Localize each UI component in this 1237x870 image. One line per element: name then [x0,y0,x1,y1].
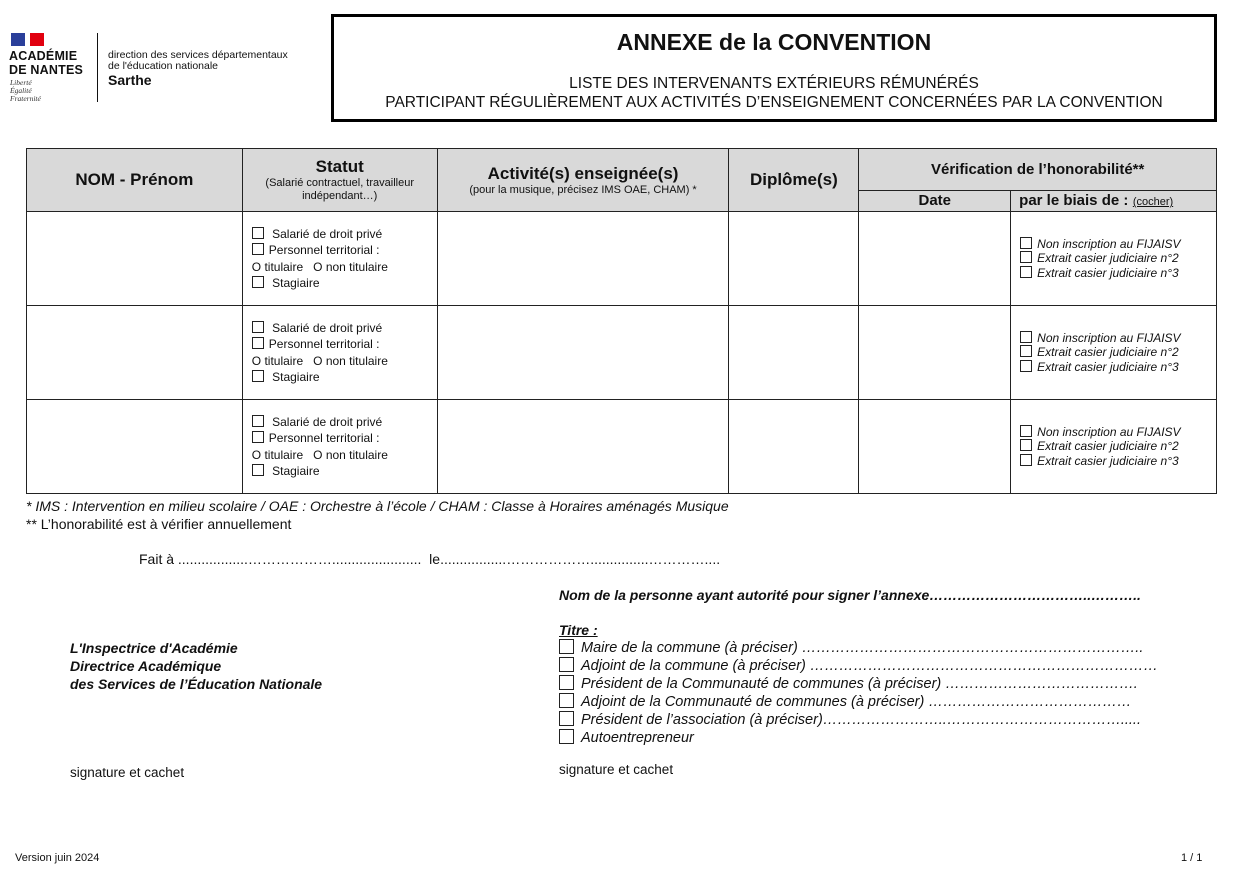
checkbox-icon[interactable] [252,227,264,239]
statut-option[interactable]: Personnel territorial : [252,242,437,259]
checkbox-icon[interactable] [252,415,264,427]
header-activite: Activité(s) enseignée(s) (pour la musique, précisez IMS OAE, CHAM) * [437,149,729,212]
checkbox-icon[interactable] [1020,251,1032,263]
checkbox-icon[interactable] [1020,439,1032,451]
logo-motto [10,79,41,103]
nom-cell[interactable] [27,306,243,400]
checkbox-icon[interactable] [559,729,574,744]
statut-option[interactable]: Salarié de droit privé [252,414,437,431]
statut-option[interactable]: Stagiaire [252,369,437,386]
le-label: le.................………………...............………….... [429,551,721,567]
verif-cell [1011,400,1217,494]
statut-option[interactable]: Salarié de droit privé [252,320,437,337]
radio-titulaire[interactable]: O titulaire [251,447,304,462]
checkbox-icon[interactable] [559,711,574,726]
statut-option[interactable]: Personnel territorial : [252,430,437,447]
checkbox-icon[interactable] [1020,237,1032,249]
checkbox-icon[interactable] [252,337,264,349]
date-cell[interactable] [859,400,1011,494]
direction-line1: direction des services départementaux [108,49,288,61]
date-cell[interactable] [859,212,1011,306]
diplome-cell[interactable] [729,400,859,494]
statut-cell [242,212,437,306]
radio-non-titulaire[interactable]: O non titulaire [313,447,388,462]
verif-cell [1011,212,1217,306]
statut-cell [242,400,437,494]
checkbox-icon[interactable] [559,639,574,654]
nom-cell[interactable] [27,400,243,494]
activite-cell[interactable] [437,212,729,306]
logo-line1: ACADÉMIE [9,49,78,63]
radio-non-titulaire[interactable]: O non titulaire [313,259,388,274]
fait-a-field[interactable] [139,551,720,567]
header-diplome: Diplôme(s) [729,149,859,212]
nom-cell[interactable] [27,212,243,306]
diplome-cell[interactable] [729,306,859,400]
verif-option[interactable]: Non inscription au FIJAISV [1020,331,1216,346]
checkbox-icon[interactable] [252,276,264,288]
motto-liberte: Liberté [10,78,32,87]
checkbox-icon[interactable] [1020,266,1032,278]
motto-egalite: Égalité [10,86,32,95]
titre-option-maire[interactable]: Maire de la commune (à préciser) …………………………………………………………….. [559,639,1158,657]
motto-fraternite: Fraternité [10,94,41,103]
checkbox-icon[interactable] [1020,345,1032,357]
subtitle-line1: LISTE DES INTERVENANTS EXTÉRIEURS RÉMUNÉRÉS [569,75,979,92]
footnote-ims: * IMS : Intervention en milieu scolaire / OAE : Orchestre à l’école / CHAM : Classe à Horaires aménagés Musique [26,498,729,514]
verif-option[interactable]: Extrait casier judiciaire n°2 [1020,439,1216,454]
direction-line2: de l'éducation nationale [108,60,219,72]
verif-option[interactable]: Non inscription au FIJAISV [1020,237,1216,252]
document-title: ANNEXE de la CONVENTION [616,29,932,55]
diplome-cell[interactable] [729,212,859,306]
checkbox-icon[interactable] [1020,360,1032,372]
checkbox-icon[interactable] [1020,425,1032,437]
radio-non-titulaire[interactable]: O non titulaire [313,353,388,368]
header-verification: Vérification de l’honorabilité** [859,149,1217,191]
verif-option[interactable]: Extrait casier judiciaire n°3 [1020,360,1216,375]
footnote-honorabilite: ** L’honorabilité est à vérifier annuellement [26,516,292,532]
titre-option-autoentrepreneur[interactable]: Autoentrepreneur [559,729,1158,747]
header-statut: Statut (Salarié contractuel, travailleur indépendant…) [242,149,437,212]
checkbox-icon[interactable] [252,243,264,255]
titre-label: Titre : [559,622,598,638]
checkbox-icon[interactable] [252,370,264,382]
signatory-left-line3: des Services de l’Éducation Nationale [70,676,323,692]
page-number: 1 / 1 [1181,852,1203,864]
radio-titulaire[interactable]: O titulaire [251,259,304,274]
checkbox-icon[interactable] [1020,331,1032,343]
verif-option[interactable]: Extrait casier judiciaire n°3 [1020,266,1216,281]
checkbox-icon[interactable] [252,431,264,443]
titre-options [559,639,1158,747]
checkbox-icon[interactable] [559,657,574,672]
fait-a-label: Fait à ..................………………....................... [139,551,422,567]
activite-cell[interactable] [437,400,729,494]
statut-option[interactable]: Salarié de droit privé [252,226,437,243]
academie-logo-text [9,49,83,77]
signatory-left-line2: Directrice Académique [70,658,222,674]
radio-titulaire[interactable]: O titulaire [251,353,304,368]
document-subtitle [334,74,1214,112]
checkbox-icon[interactable] [252,321,264,333]
intervenants-table [26,148,1217,494]
titre-option-adjoint-communaute[interactable]: Adjoint de la Communauté de communes (à préciser) …………………………………… [559,693,1158,711]
table-row [27,306,1217,400]
signatory-left [70,639,322,693]
logo-line2: DE NANTES [9,63,84,77]
subtitle-line2: PARTICIPANT RÉGULIÈREMENT AUX ACTIVITÉS D’ENSEIGNEMENT CONCERNÉES PAR LA CONVENTION [385,94,1163,111]
department-name: Sarthe [108,72,152,88]
header-nom: NOM - Prénom [27,149,243,212]
titre-option-adjoint-commune[interactable]: Adjoint de la commune (à préciser) ……………………………………………………………… [559,657,1158,675]
statut-option[interactable]: Personnel territorial : [252,336,437,353]
checkbox-icon[interactable] [559,693,574,708]
signatory-left-line1: L'Inspectrice d'Académie [70,640,238,656]
table-row [27,212,1217,306]
logo-divider [97,33,98,102]
title-box [331,14,1217,122]
direction-text [108,50,288,72]
verif-option[interactable]: Extrait casier judiciaire n°2 [1020,251,1216,266]
activite-cell[interactable] [437,306,729,400]
statut-option[interactable]: Stagiaire [252,275,437,292]
nom-personne-field[interactable]: Nom de la personne ayant autorité pour signer l’annexe……………………………..……….. [559,587,1141,603]
verif-option[interactable]: Extrait casier judiciaire n°2 [1020,345,1216,360]
republic-flag-logo [11,33,44,46]
header-par-biais: par le biais de : (cocher) [1011,191,1217,212]
titre-option-president-association[interactable]: Président de l’association (à préciser)……………………..………………………………..... [559,711,1158,729]
checkbox-icon[interactable] [559,675,574,690]
titre-option-president-communaute[interactable]: Président de la Communauté de communes (à préciser) …………………………………. [559,675,1158,693]
table-row [27,400,1217,494]
verif-option[interactable]: Extrait casier judiciaire n°3 [1020,454,1216,469]
signature-right: signature et cachet [559,762,674,777]
version-label: Version juin 2024 [15,852,100,864]
checkbox-icon[interactable] [1020,454,1032,466]
date-cell[interactable] [859,306,1011,400]
checkbox-icon[interactable] [252,464,264,476]
verif-option[interactable]: Non inscription au FIJAISV [1020,425,1216,440]
header-date: Date [859,191,1011,212]
signature-left: signature et cachet [70,765,185,780]
statut-cell [242,306,437,400]
verif-cell [1011,306,1217,400]
statut-option[interactable]: Stagiaire [252,463,437,480]
